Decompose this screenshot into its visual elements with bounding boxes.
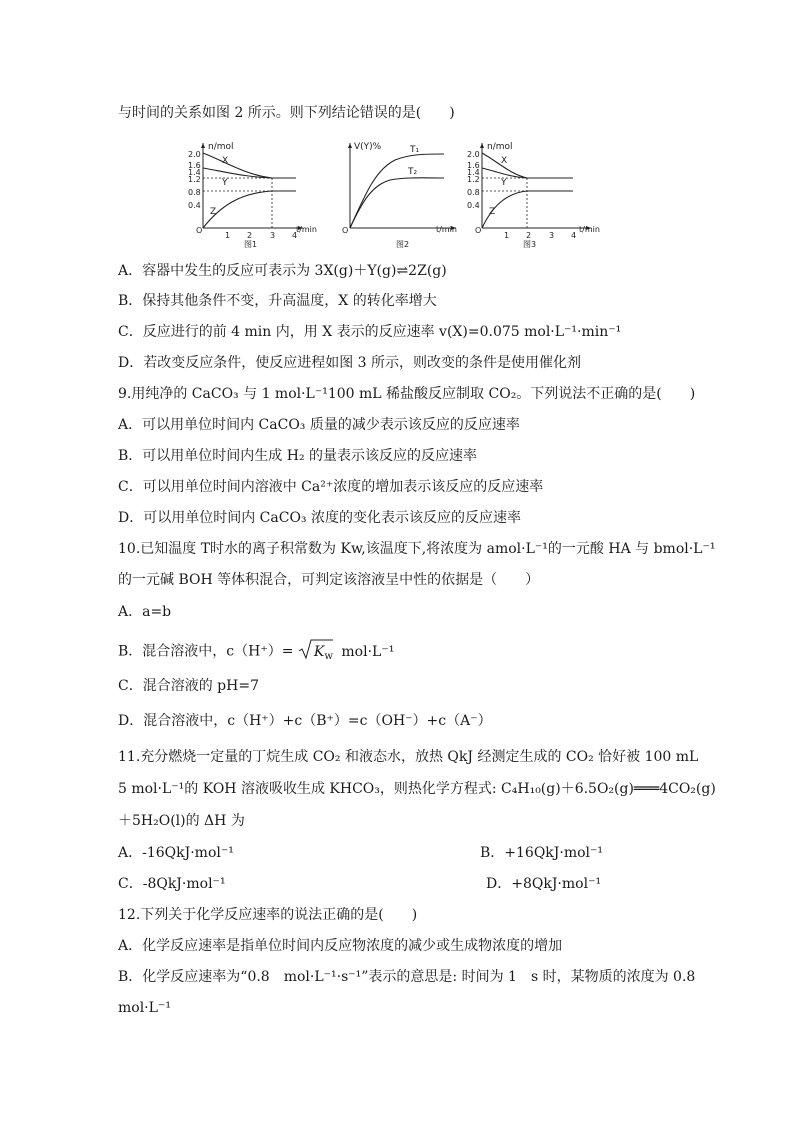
q8-option-a: A．容器中发生的反应可表示为 3X(g)＋Y(g)⇌2Z(g) bbox=[118, 263, 447, 279]
figure-1-curve-x bbox=[203, 153, 296, 178]
q12-option-b-line-1: B．化学反应速率为“0.8 mol·L⁻¹·s⁻¹”表示的意思是: 时间为 1 s 时，某物质的浓度为 0.8 bbox=[118, 969, 696, 985]
q9-option-b: B．可以用单位时间内生成 H₂ 的量表示该反应的反应速率 bbox=[118, 448, 478, 464]
question-8-stem-tail: 与时间的关系如图 2 所示。则下列结论错误的是( ) bbox=[118, 105, 455, 121]
figure-2-curve-t1 bbox=[350, 154, 444, 228]
q8-option-b: B．保持其他条件不变，升高温度，X 的转化率增大 bbox=[118, 293, 437, 309]
figure-1-ytick: 0.4 bbox=[188, 201, 201, 210]
question-9-stem: 9.用纯净的 CaCO₃ 与 1 mol·L⁻¹100 mL 稀盐酸反应制取 CO₂。下列说法不正确的是( ) bbox=[118, 386, 696, 402]
question-10-stem-line-1: 10.已知温度 T时水的离子积常数为 Kw,该温度下,将浓度为 amol·L⁻¹的一元酸 HA 与 bmol·L⁻¹ bbox=[118, 541, 716, 557]
q8-option-d: D．若改变反应条件，使反应进程如图 3 所示，则改变的条件是使用催化剂 bbox=[118, 355, 582, 371]
figure-2-caption: 图2 bbox=[396, 240, 410, 249]
question-11-stem-line-2: 5 mol·L⁻¹的 KOH 溶液吸收生成 KHCO₃，则热化学方程式: C₄H₁₀(g)＋6.5O₂(g)═══4CO₂(g) bbox=[118, 781, 716, 797]
kw-radicand: K bbox=[313, 643, 325, 660]
figure-3-curve-z bbox=[482, 191, 573, 228]
figure-1-xtick: 4 bbox=[292, 231, 298, 240]
figure-3-curve-label: X bbox=[501, 156, 508, 166]
figure-2-plot bbox=[340, 140, 460, 250]
q11-option-d: D．+8QkJ·mol⁻¹ bbox=[486, 876, 602, 892]
question-10-stem-line-2: 的一元碱 BOH 等体积混合，可判定该溶液呈中性的依据是（ ） bbox=[118, 572, 540, 588]
figure-2-curve-label: T₂ bbox=[408, 167, 418, 177]
question-12-stem: 12.下列关于化学反应速率的说法正确的是( ) bbox=[118, 907, 418, 923]
q9-option-a: A．可以用单位时间内 CaCO₃ 质量的减少表示该反应的反应速率 bbox=[118, 417, 520, 433]
figure-1-ytick: 1.6 bbox=[188, 161, 201, 170]
figure-3-xtick: 2 bbox=[526, 231, 532, 240]
figure-1-curve-z bbox=[203, 191, 296, 228]
figure-1-ytick: 1.4 bbox=[188, 168, 201, 177]
figure-1-plot bbox=[186, 140, 316, 250]
figure-2-origin: O bbox=[342, 226, 349, 235]
figure-3-xtick: 3 bbox=[549, 231, 555, 240]
figure-1-ytick: 1.2 bbox=[188, 175, 201, 184]
q8-option-c: C．反应进行的前 4 min 内，用 X 表示的反应速率 v(X)=0.075 mol·L⁻¹·min⁻¹ bbox=[118, 324, 622, 340]
q9-option-c: C．可以用单位时间内溶液中 Ca²⁺浓度的增加表示该反应的反应速率 bbox=[118, 479, 544, 495]
figure-1-ytick: 0.8 bbox=[188, 188, 201, 197]
figure-1-ylabel: n/mol bbox=[208, 142, 234, 152]
figure-3-caption: 图3 bbox=[523, 240, 537, 249]
figure-1-caption: 图1 bbox=[244, 240, 258, 249]
figure-1-xtick: 3 bbox=[270, 231, 276, 240]
q10-option-b-prefix: B．混合溶液中，c（H⁺）= bbox=[118, 643, 294, 660]
kw-subscript: w bbox=[324, 650, 333, 662]
figure-1-curve-label: Y bbox=[222, 178, 228, 188]
figure-3-xlabel: t/min bbox=[579, 225, 600, 234]
figure-3-ytick: 0.8 bbox=[467, 188, 480, 197]
q10-option-b-unit: mol·L⁻¹ bbox=[336, 643, 395, 660]
figure-1-curve-label: X bbox=[222, 156, 229, 166]
figure-1-xlabel: t/min bbox=[296, 225, 317, 234]
figure-3-curve-y bbox=[482, 168, 573, 178]
figure-1-origin: O bbox=[196, 226, 203, 235]
figure-3-curve-label: Z bbox=[489, 207, 496, 217]
q11-option-c: C．-8QkJ·mol⁻¹ bbox=[118, 876, 226, 892]
question-11-stem-line-3: ＋5H₂O(l)的 ΔH 为 bbox=[118, 813, 245, 829]
q10-option-b bbox=[118, 638, 410, 666]
figure-3-ytick: 1.4 bbox=[467, 168, 480, 177]
figure-3-ylabel: n/mol bbox=[487, 142, 513, 152]
q10-option-c: C．混合溶液的 pH=7 bbox=[118, 678, 259, 694]
figure-3-plot bbox=[465, 140, 605, 250]
figure-3-curve-x bbox=[482, 153, 573, 178]
figure-3-curve-label: Y bbox=[501, 178, 507, 188]
figure-1-curve-label: Z bbox=[210, 207, 217, 217]
figure-2-xlabel: t/min bbox=[436, 225, 457, 234]
q11-option-b: B．+16QkJ·mol⁻¹ bbox=[480, 845, 604, 861]
question-11-stem-line-1: 11.充分燃烧一定量的丁烷生成 CO₂ 和液态水，放热 QkJ 经测定生成的 CO₂ 恰好被 100 mL bbox=[118, 749, 699, 765]
figure-3-ytick: 0.4 bbox=[467, 201, 480, 210]
q12-option-a: A．化学反应速率是指单位时间内反应物浓度的减少或生成物浓度的增加 bbox=[118, 938, 563, 954]
figure-2-curve-t2 bbox=[350, 178, 444, 228]
figure-3-ytick: 1.2 bbox=[467, 175, 480, 184]
figure-3-xtick: 4 bbox=[571, 231, 577, 240]
figure-3 bbox=[465, 140, 605, 250]
figure-2 bbox=[340, 140, 460, 250]
figure-2-curve-label: T₁ bbox=[410, 145, 420, 155]
q10-option-d: D．混合溶液中，c（H⁺）+c（B⁺）=c（OH⁻）+c（A⁻） bbox=[118, 713, 492, 729]
figure-1 bbox=[186, 140, 316, 250]
figure-1-xtick: 2 bbox=[247, 231, 253, 240]
figure-1-ytick: 2.0 bbox=[188, 150, 201, 159]
figure-2-ylabel: V(Y)% bbox=[354, 142, 382, 152]
figure-1-xtick: 1 bbox=[225, 231, 231, 240]
q11-option-a: A．-16QkJ·mol⁻¹ bbox=[118, 845, 234, 861]
figure-3-xtick: 1 bbox=[504, 231, 510, 240]
figure-3-ytick: 1.6 bbox=[467, 161, 480, 170]
q9-option-d: D．可以用单位时间内 CaCO₃ 浓度的变化表示该反应的反应速率 bbox=[118, 510, 521, 526]
q12-option-b-line-2: mol·L⁻¹ bbox=[118, 1000, 171, 1016]
q10-option-a: A．a=b bbox=[118, 604, 172, 620]
figure-3-ytick: 2.0 bbox=[467, 150, 480, 159]
figure-3-origin: O bbox=[475, 226, 482, 235]
